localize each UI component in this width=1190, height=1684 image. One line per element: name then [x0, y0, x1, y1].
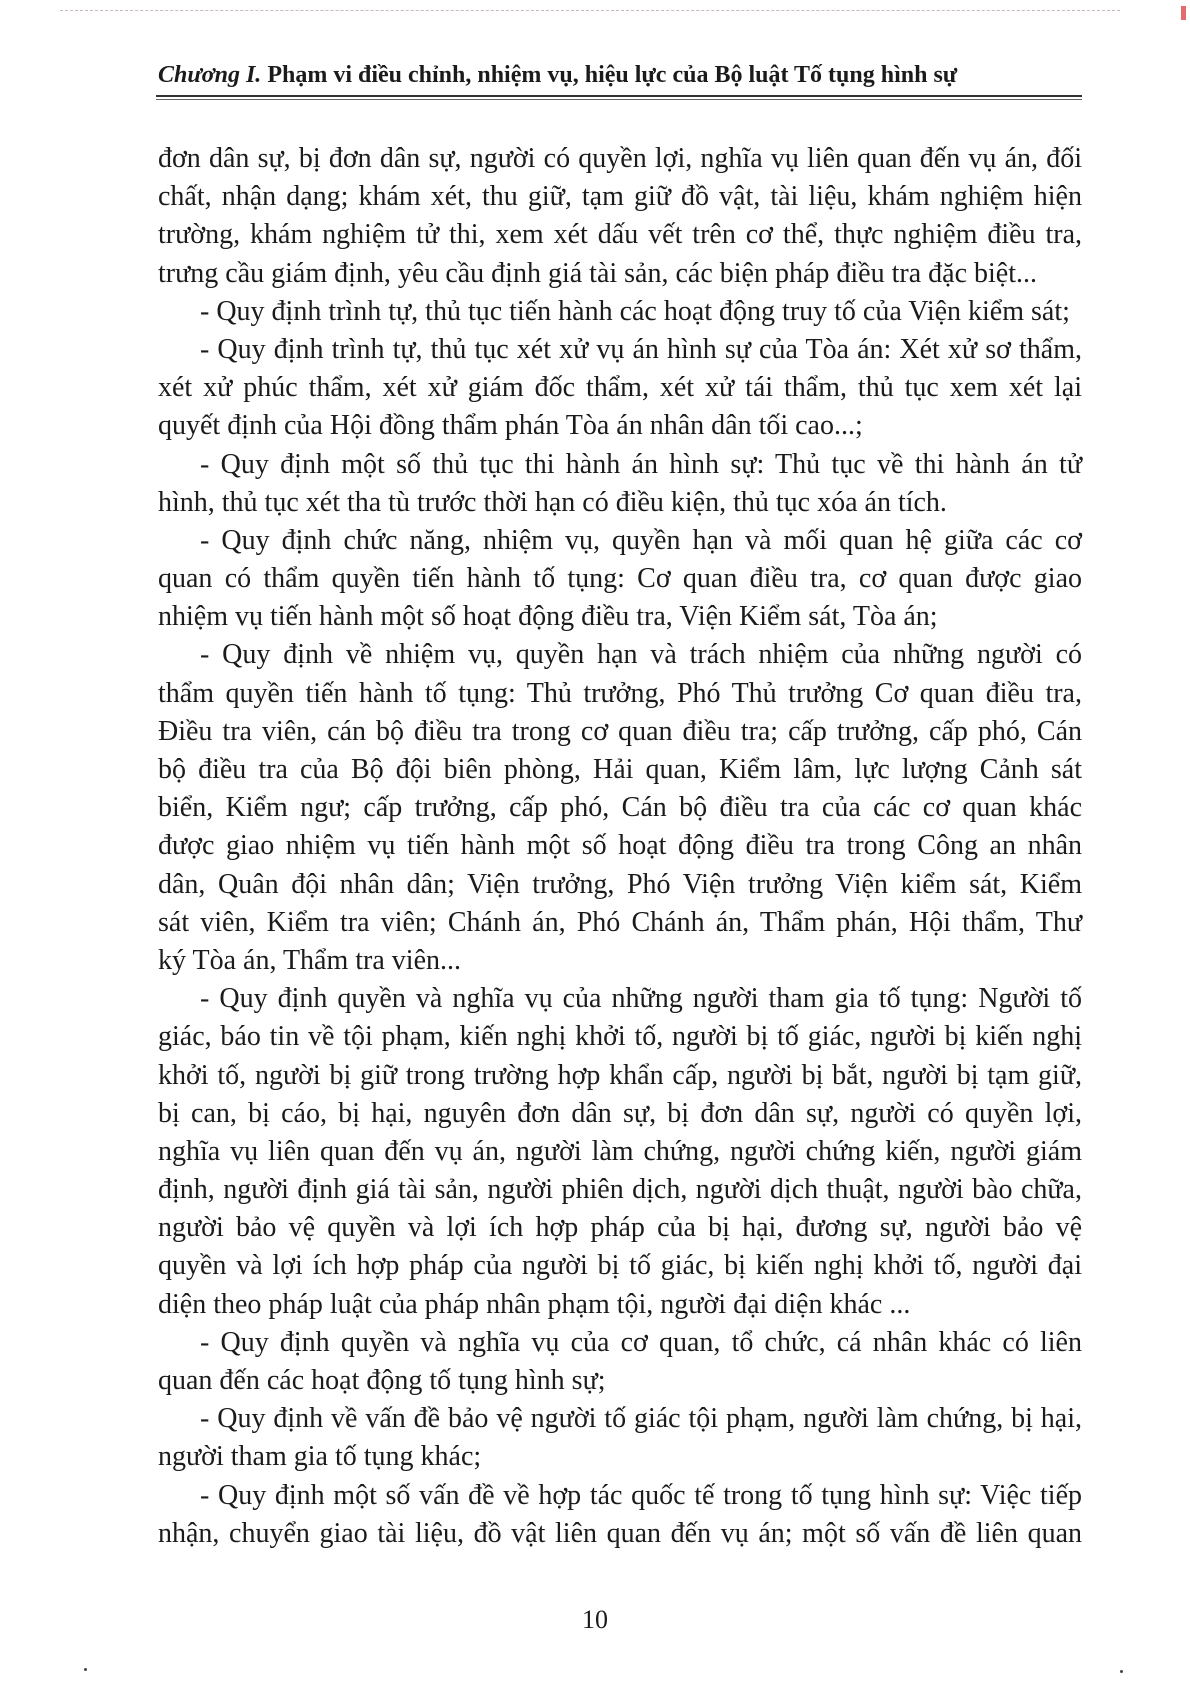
body-text: [158, 140, 1082, 1553]
text-line: - Quy định về nhiệm vụ, quyền hạn và trách nhiệm của những người có: [200, 639, 1082, 671]
text-line: biển, Kiểm ngư; cấp trưởng, cấp phó, Cán bộ điều tra của các cơ quan khác: [158, 792, 1082, 824]
text-line: người tham gia tố tụng khác;: [158, 1441, 482, 1473]
text-line: khởi tố, người bị giữ trong trường hợp khẩn cấp, người bị bắt, người bị tạm giữ,: [158, 1059, 1082, 1091]
text-line: xét xử phúc thẩm, xét xử giám đốc thẩm, xét xử tái thẩm, thủ tục xem xét lại: [158, 372, 1082, 404]
text-line: trưng cầu giám định, yêu cầu định giá tài sản, các biện pháp điều tra đặc biệt...: [158, 257, 1037, 289]
text-line: sát viên, Kiểm tra viên; Chánh án, Phó Chánh án, Thẩm phán, Hội thẩm, Thư: [158, 906, 1082, 938]
text-line: thẩm quyền tiến hành tố tụng: Thủ trưởng, Phó Thủ trưởng Cơ quan điều tra,: [158, 677, 1082, 709]
text-line: - Quy định một số thủ tục thi hành án hình sự: Thủ tục về thi hành án tử: [200, 448, 1082, 480]
text-line: - Quy định trình tự, thủ tục xét xử vụ án hình sự của Tòa án: Xét xử sơ thẩm,: [200, 333, 1082, 365]
scan-speck: [84, 1668, 87, 1671]
chapter-label: Chương I.: [158, 62, 262, 88]
top-scan-rule: [60, 10, 1120, 11]
header-rule: [156, 95, 1082, 97]
text-line: - Quy định quyền và nghĩa vụ của những người tham gia tố tụng: Người tố: [200, 983, 1082, 1015]
text-line: định, người định giá tài sản, người phiên dịch, người dịch thuật, người bào chữa,: [158, 1174, 1082, 1206]
page-number: 10: [582, 1605, 608, 1634]
text-line: đơn dân sự, bị đơn dân sự, người có quyền lợi, nghĩa vụ liên quan đến vụ án, đối: [158, 143, 1082, 174]
scan-speck: [1120, 1670, 1123, 1673]
text-line: giác, báo tin về tội phạm, kiến nghị khởi tố, người bị tố giác, người bị kiến nghị: [158, 1021, 1082, 1053]
text-line: bộ điều tra của Bộ đội biên phòng, Hải quan, Kiểm lâm, lực lượng Cảnh sát: [158, 754, 1082, 785]
text-line: được giao nhiệm vụ tiến hành một số hoạt động điều tra trong Công an nhân: [158, 830, 1082, 862]
text-line: người bảo vệ quyền và lợi ích hợp pháp của bị hại, đương sự, người bảo vệ: [158, 1212, 1082, 1244]
text-line: nhận, chuyển giao tài liệu, đồ vật liên quan đến vụ án; một số vấn đề liên quan: [158, 1517, 1082, 1549]
text-line: quyền và lợi ích hợp pháp của người bị tố giác, bị kiến nghị khởi tố, người đại: [158, 1250, 1082, 1282]
text-line: nhiệm vụ tiến hành một số hoạt động điều tra, Viện Kiểm sát, Tòa án;: [158, 601, 938, 633]
text-line: chất, nhận dạng; khám xét, thu giữ, tạm giữ đồ vật, tài liệu, khám nghiệm hiện: [158, 181, 1082, 213]
text-line: - Quy định quyền và nghĩa vụ của cơ quan, tổ chức, cá nhân khác có liên: [200, 1326, 1082, 1358]
text-line: dân, Quân đội nhân dân; Viện trưởng, Phó Viện trưởng Viện kiểm sát, Kiểm: [158, 868, 1082, 900]
text-line: nghĩa vụ liên quan đến vụ án, người làm chứng, người chứng kiến, người giám: [158, 1135, 1082, 1167]
text-line: trường, khám nghiệm tử thi, xem xét dấu vết trên cơ thể, thực nghiệm điều tra,: [158, 219, 1082, 251]
text-line: quan có thẩm quyền tiến hành tố tụng: Cơ quan điều tra, cơ quan được giao: [158, 563, 1082, 595]
corner-mark: [1181, 6, 1186, 20]
text-line: quyết định của Hội đồng thẩm phán Tòa án nhân dân tối cao...;: [158, 410, 863, 442]
text-line: - Quy định một số vấn đề về hợp tác quốc tế trong tố tụng hình sự: Việc tiếp: [200, 1479, 1082, 1511]
text-line: Điều tra viên, cán bộ điều tra trong cơ quan điều tra; cấp trưởng, cấp phó, Cán: [158, 715, 1082, 747]
header-rule-thin: [156, 99, 1082, 100]
text-line: hình, thủ tục xét tha tù trước thời hạn có điều kiện, thủ tục xóa án tích.: [158, 486, 947, 518]
running-header: [158, 62, 1082, 89]
chapter-title: Phạm vi điều chỉnh, nhiệm vụ, hiệu lực của Bộ luật Tố tụng hình sự: [267, 62, 958, 88]
text-line: bị can, bị cáo, bị hại, nguyên đơn dân sự, bị đơn dân sự, người có quyền lợi,: [158, 1097, 1082, 1129]
text-line: ký Tòa án, Thẩm tra viên...: [158, 944, 461, 976]
text-line: - Quy định chức năng, nhiệm vụ, quyền hạn và mối quan hệ giữa các cơ: [200, 524, 1082, 556]
text-line: quan đến các hoạt động tố tụng hình sự;: [158, 1365, 606, 1396]
text-line: diện theo pháp luật của pháp nhân phạm tội, người đại diện khác ...: [158, 1288, 911, 1320]
text-line: - Quy định trình tự, thủ tục tiến hành các hoạt động truy tố của Viện kiểm sát;: [200, 295, 1070, 327]
text-line: - Quy định về vấn đề bảo vệ người tố giác tội phạm, người làm chứng, bị hại,: [200, 1403, 1082, 1435]
